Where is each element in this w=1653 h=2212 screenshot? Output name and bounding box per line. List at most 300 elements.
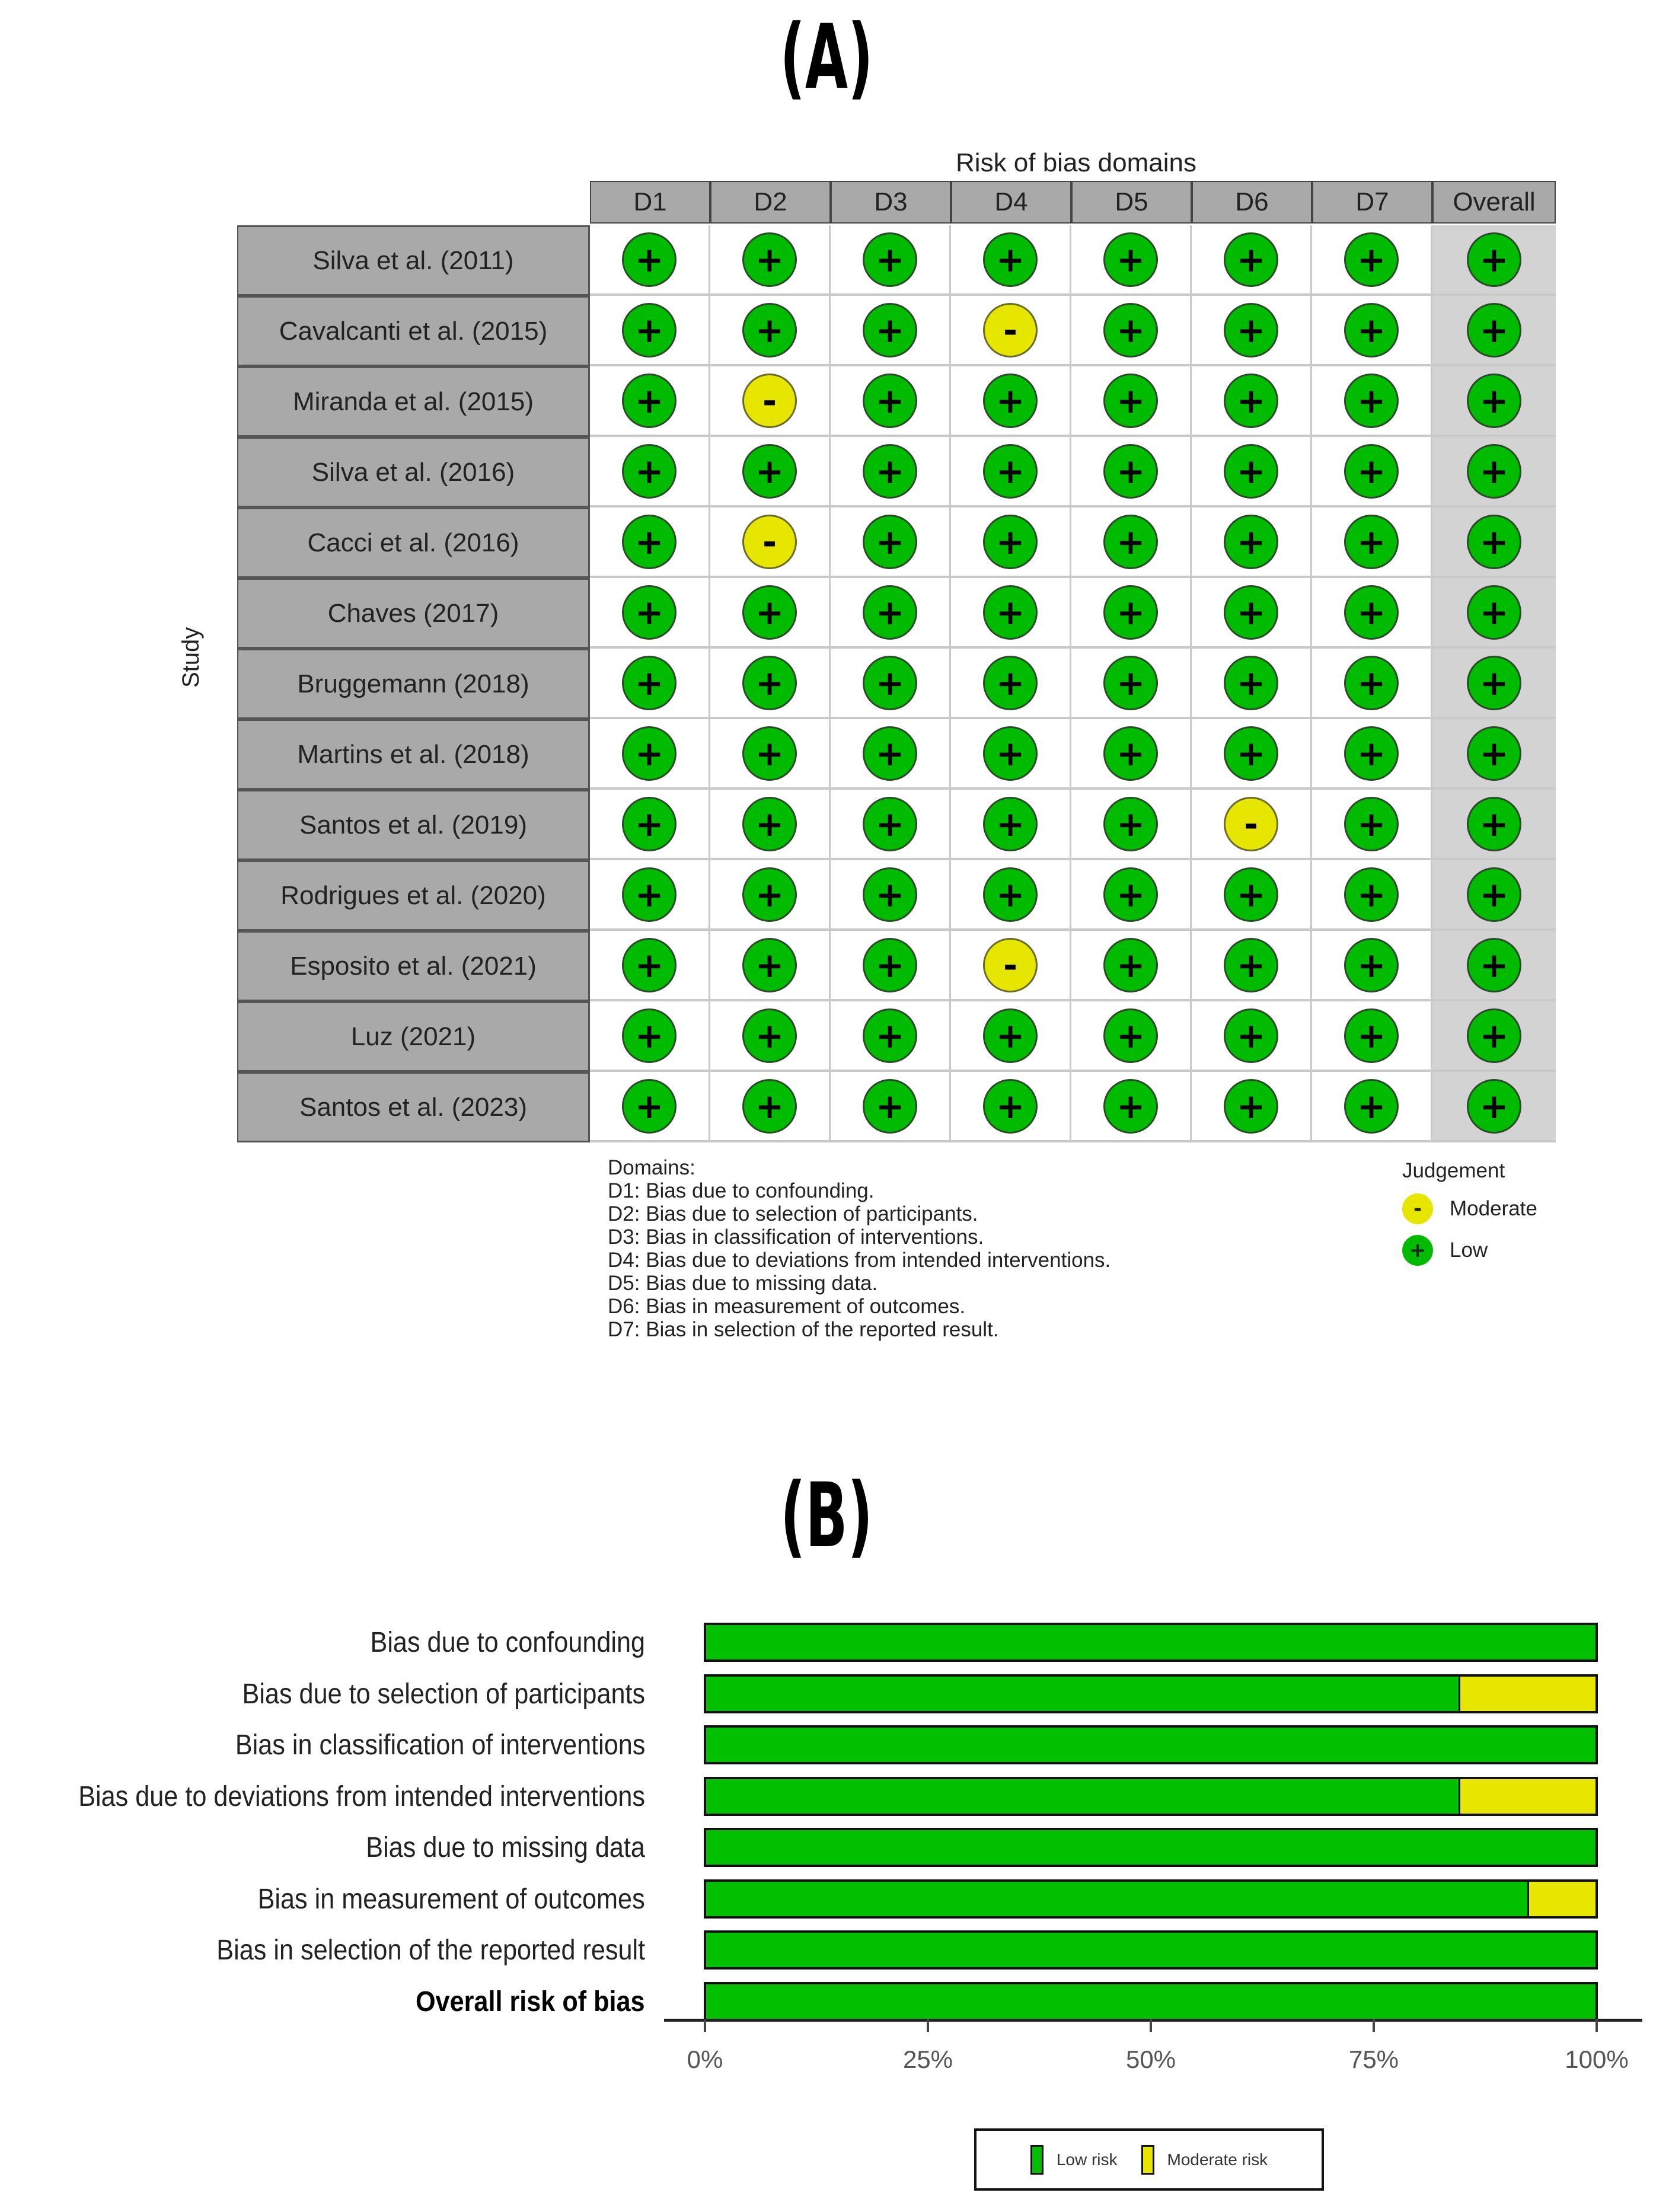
judgement-cell — [710, 931, 831, 1001]
low-risk-segment — [706, 1830, 1595, 1865]
judgement-cell — [1192, 931, 1312, 1001]
judgement-cell — [1071, 578, 1192, 649]
judgement-cell — [1071, 1001, 1192, 1072]
study-label: Luz (2021) — [237, 1001, 590, 1072]
low-risk-icon: + — [1344, 1008, 1399, 1063]
study-label: Cacci et al. (2016) — [237, 507, 590, 578]
bar-category-label: Bias due to selection of participants — [242, 1678, 645, 1710]
study-label: Chaves (2017) — [237, 578, 590, 649]
judgement-cell — [951, 649, 1071, 719]
low-risk-icon: + — [1467, 656, 1521, 710]
judgement-cell — [831, 296, 951, 366]
low-risk-segment — [706, 1677, 1459, 1711]
moderate-risk-segment — [1459, 1779, 1595, 1814]
low-risk-icon: + — [1344, 726, 1399, 781]
moderate-risk-icon: - — [983, 303, 1038, 358]
low-risk-icon: + — [742, 232, 797, 287]
low-risk-icon: + — [1224, 374, 1278, 428]
judgement-cell — [1312, 578, 1432, 649]
low-risk-icon: + — [1224, 444, 1278, 499]
x-tick — [927, 2019, 929, 2032]
judgement-cell — [1432, 931, 1556, 1001]
judgement-cell — [1192, 649, 1312, 719]
domain-definition: D6: Bias in measurement of outcomes. — [608, 1295, 966, 1318]
low-risk-icon: + — [622, 797, 676, 851]
bar-category-label: Bias due to confounding — [370, 1627, 645, 1658]
low-risk-icon: + — [1103, 1008, 1158, 1063]
judgement-cell — [1071, 366, 1192, 437]
low-risk-icon: + — [1467, 797, 1521, 851]
study-label: Rodrigues et al. (2020) — [237, 860, 590, 931]
low-risk-segment — [706, 1728, 1595, 1762]
x-axis-line — [664, 2019, 1642, 2022]
judgement-cell — [1312, 296, 1432, 366]
low-risk-icon: + — [1467, 938, 1521, 992]
legend-moderate-risk: Moderate risk — [1167, 2150, 1268, 2169]
traffic-light-grid — [237, 225, 1556, 1142]
judgement-cell — [1192, 790, 1312, 860]
low-risk-icon: + — [863, 867, 917, 922]
judgement-cell — [710, 860, 831, 931]
stacked-bar — [704, 1623, 1598, 1662]
x-tick-label: 75% — [1348, 2045, 1399, 2073]
judgement-cell — [831, 1072, 951, 1142]
low-risk-icon: + — [742, 797, 797, 851]
judgement-cell — [710, 437, 831, 507]
column-header-d7: D7 — [1312, 181, 1432, 224]
x-tick-label: 100% — [1565, 2045, 1629, 2073]
judgement-cell — [1432, 578, 1556, 649]
judgement-cell — [1432, 649, 1556, 719]
judgement-cell — [1432, 860, 1556, 931]
domain-definition: D5: Bias due to missing data. — [608, 1272, 878, 1295]
bar-row — [0, 1674, 1653, 1713]
low-risk-segment — [706, 1882, 1527, 1916]
study-label: Miranda et al. (2015) — [237, 366, 590, 437]
low-risk-icon: + — [1467, 515, 1521, 569]
judgement-cell — [1312, 507, 1432, 578]
judgement-cell — [710, 366, 831, 437]
judgement-cell — [590, 578, 710, 649]
judgement-cell — [1192, 860, 1312, 931]
judgement-cell — [710, 1001, 831, 1072]
judgement-cell — [1192, 578, 1312, 649]
study-row — [237, 225, 1556, 296]
judgement-cell — [831, 1001, 951, 1072]
judgement-cell — [590, 437, 710, 507]
domain-column-headers — [590, 181, 1556, 224]
study-label: Bruggemann (2018) — [237, 649, 590, 719]
low-risk-icon: + — [1344, 797, 1399, 851]
low-risk-icon: + — [622, 444, 676, 499]
low-risk-icon: + — [742, 585, 797, 640]
low-risk-icon: + — [1344, 515, 1399, 569]
stacked-bar — [704, 1674, 1598, 1713]
judgement-cell — [951, 296, 1071, 366]
low-risk-icon: + — [1344, 303, 1399, 358]
judgement-cell — [1192, 719, 1312, 790]
bar-chart-legend — [974, 2128, 1324, 2191]
low-risk-icon: + — [1344, 444, 1399, 499]
low-risk-icon: + — [1103, 867, 1158, 922]
low-risk-icon: + — [1103, 797, 1158, 851]
low-risk-icon: + — [1103, 585, 1158, 640]
low-risk-icon: + — [1467, 1008, 1521, 1063]
study-row — [237, 366, 1556, 437]
judgement-cell — [1192, 1001, 1312, 1072]
low-risk-icon: + — [1344, 585, 1399, 640]
panel-a-title: (A) — [780, 6, 873, 109]
column-header-d3: D3 — [831, 181, 951, 224]
low-risk-icon: + — [742, 726, 797, 781]
column-header-d1: D1 — [590, 181, 710, 224]
low-risk-icon: + — [863, 797, 917, 851]
column-header-d6: D6 — [1192, 181, 1312, 224]
low-risk-icon: + — [1344, 374, 1399, 428]
low-risk-icon: + — [1224, 585, 1278, 640]
low-risk-icon: + — [1467, 585, 1521, 640]
judgement-cell — [590, 931, 710, 1001]
moderate-risk-icon: - — [742, 515, 797, 569]
stacked-bar — [704, 1879, 1598, 1919]
low-risk-icon: + — [1467, 726, 1521, 781]
judgement-cell — [1312, 719, 1432, 790]
bar-row — [0, 1777, 1653, 1816]
low-risk-icon: + — [863, 726, 917, 781]
legend-low-risk: Low risk — [1056, 2150, 1118, 2169]
judgement-cell — [951, 1001, 1071, 1072]
x-tick — [1373, 2019, 1375, 2032]
judgement-cell — [831, 578, 951, 649]
domains-legend — [608, 1156, 1110, 1341]
study-label: Silva et al. (2011) — [237, 225, 590, 296]
bar-category-label: Bias in classification of interventions — [235, 1729, 645, 1761]
low-risk-icon: + — [1103, 444, 1158, 499]
domain-definition: D1: Bias due to confounding. — [608, 1179, 875, 1202]
judgement-cell — [1071, 507, 1192, 578]
judgement-cell — [1312, 790, 1432, 860]
judgement-cell — [1432, 790, 1556, 860]
judgement-cell — [710, 790, 831, 860]
low-risk-icon: + — [1344, 232, 1399, 287]
bar-row — [0, 1828, 1653, 1867]
study-label: Martins et al. (2018) — [237, 719, 590, 790]
low-risk-icon: + — [1103, 374, 1158, 428]
moderate-risk-icon: - — [983, 938, 1038, 992]
low-risk-icon: + — [1467, 867, 1521, 922]
judgement-cell — [590, 1072, 710, 1142]
judgement-cell — [951, 790, 1071, 860]
judgement-cell — [951, 437, 1071, 507]
low-risk-icon: + — [983, 656, 1038, 710]
low-risk-icon: + — [983, 726, 1038, 781]
judgement-cell — [1192, 507, 1312, 578]
low-risk-icon: + — [983, 444, 1038, 499]
judgement-cell — [710, 719, 831, 790]
judgement-cell — [1432, 719, 1556, 790]
low-risk-icon: + — [622, 374, 676, 428]
x-tick — [704, 2019, 706, 2032]
low-risk-icon: + — [1224, 303, 1278, 358]
judgement-legend — [1402, 1159, 1537, 1266]
judgement-cell — [831, 366, 951, 437]
study-row — [237, 931, 1556, 1001]
low-risk-icon: + — [622, 867, 676, 922]
judgement-cell — [951, 225, 1071, 296]
judgement-legend-title: Judgement — [1402, 1159, 1505, 1182]
bar-category-label: Bias due to missing data — [366, 1832, 645, 1863]
low-risk-icon: + — [622, 585, 676, 640]
low-risk-icon: + — [1224, 656, 1278, 710]
low-risk-icon: + — [983, 374, 1038, 428]
judgement-cell — [710, 578, 831, 649]
study-label: Santos et al. (2019) — [237, 790, 590, 860]
study-row — [237, 296, 1556, 366]
judgement-cell — [590, 507, 710, 578]
study-label: Cavalcanti et al. (2015) — [237, 296, 590, 366]
study-row — [237, 1072, 1556, 1142]
judgement-cell — [710, 225, 831, 296]
moderate-risk-segment — [1459, 1677, 1595, 1711]
low-risk-icon: + — [1224, 867, 1278, 922]
low-risk-icon: + — [1467, 374, 1521, 428]
judgement-cell — [1071, 860, 1192, 931]
bar-row — [0, 1982, 1653, 2021]
low-risk-segment — [706, 1625, 1595, 1659]
judgement-cell — [590, 719, 710, 790]
judgement-cell — [951, 366, 1071, 437]
low-risk-icon: + — [742, 867, 797, 922]
low-risk-icon: + — [622, 232, 676, 287]
judgement-cell — [1312, 860, 1432, 931]
judgement-cell — [1192, 366, 1312, 437]
low-risk-icon: + — [622, 938, 676, 992]
judgement-cell — [1432, 1001, 1556, 1072]
judgement-cell — [710, 649, 831, 719]
low-risk-icon: + — [622, 1079, 676, 1134]
x-tick — [1595, 2019, 1598, 2032]
judgement-cell — [590, 860, 710, 931]
judgement-cell — [1192, 1072, 1312, 1142]
study-row — [237, 649, 1556, 719]
judgement-cell — [590, 790, 710, 860]
legend-label-moderate: Moderate — [1450, 1197, 1537, 1220]
moderate-risk-icon: - — [742, 374, 797, 428]
bar-row — [0, 1623, 1653, 1662]
judgement-cell — [1192, 437, 1312, 507]
stacked-bar — [704, 1982, 1598, 2021]
low-risk-icon: + — [742, 1079, 797, 1134]
bar-row — [0, 1879, 1653, 1919]
column-header-overall: Overall — [1432, 181, 1556, 224]
judgement-cell — [590, 1001, 710, 1072]
stacked-bar — [704, 1828, 1598, 1867]
legend-label-low: Low — [1450, 1239, 1488, 1262]
study-row — [237, 437, 1556, 507]
study-axis-label: Study — [178, 627, 204, 688]
low-risk-icon: + — [983, 232, 1038, 287]
judgement-cell — [1432, 1072, 1556, 1142]
moderate-risk-icon: - — [1224, 797, 1278, 851]
moderate-risk-swatch-icon — [1141, 2145, 1154, 2175]
low-risk-icon: + — [1344, 867, 1399, 922]
low-risk-icon: + — [1344, 938, 1399, 992]
judgement-cell — [951, 931, 1071, 1001]
judgement-cell — [590, 649, 710, 719]
legend-item-moderate — [1402, 1193, 1537, 1224]
judgement-cell — [1071, 1072, 1192, 1142]
study-row — [237, 1001, 1556, 1072]
domain-definition: D3: Bias in classification of interventions. — [608, 1225, 984, 1249]
judgement-cell — [590, 296, 710, 366]
low-risk-icon: + — [1103, 656, 1158, 710]
low-risk-icon: + — [742, 656, 797, 710]
low-risk-icon: + — [863, 1008, 917, 1063]
study-row — [237, 507, 1556, 578]
panel-b-title: (B) — [780, 1464, 873, 1568]
judgement-cell — [1312, 649, 1432, 719]
low-risk-icon: + — [742, 938, 797, 992]
judgement-cell — [1071, 790, 1192, 860]
column-header-d4: D4 — [951, 181, 1071, 224]
low-risk-icon: + — [983, 585, 1038, 640]
judgement-cell — [1071, 931, 1192, 1001]
low-risk-segment — [706, 1984, 1595, 2019]
judgement-cell — [951, 860, 1071, 931]
judgement-cell — [1432, 507, 1556, 578]
study-label: Esposito et al. (2021) — [237, 931, 590, 1001]
low-risk-icon: + — [742, 444, 797, 499]
judgement-cell — [1432, 366, 1556, 437]
bar-category-label: Bias in selection of the reported result — [216, 1935, 645, 1966]
low-risk-segment — [706, 1933, 1595, 1967]
bar-category-label: Bias due to deviations from intended interventions — [78, 1780, 645, 1812]
x-tick-label: 50% — [1125, 2045, 1176, 2073]
low-risk-segment — [706, 1779, 1459, 1814]
judgement-cell — [831, 437, 951, 507]
judgement-cell — [710, 1072, 831, 1142]
judgement-cell — [831, 225, 951, 296]
judgement-cell — [951, 1072, 1071, 1142]
low-risk-icon: + — [983, 1008, 1038, 1063]
judgement-cell — [831, 507, 951, 578]
bar-category-label: Overall risk of bias — [416, 1986, 645, 2018]
judgement-cell — [1312, 931, 1432, 1001]
stacked-bar — [704, 1930, 1598, 1970]
low-risk-icon: + — [863, 938, 917, 992]
judgement-cell — [1312, 437, 1432, 507]
low-risk-icon: + — [1467, 303, 1521, 358]
study-row — [237, 790, 1556, 860]
low-risk-icon: + — [863, 585, 917, 640]
domain-definition: D4: Bias due to deviations from intended interventions. — [608, 1249, 1111, 1272]
judgement-cell — [1432, 225, 1556, 296]
judgement-cell — [831, 931, 951, 1001]
bar-row — [0, 1930, 1653, 1970]
low-risk-icon: + — [863, 515, 917, 569]
low-risk-icon: + — [1467, 444, 1521, 499]
low-risk-icon: + — [1224, 1008, 1278, 1063]
low-risk-icon: + — [1224, 1079, 1278, 1134]
low-risk-icon: + — [863, 1079, 917, 1134]
low-risk-icon: + — [983, 797, 1038, 851]
judgement-cell — [1432, 437, 1556, 507]
moderate-risk-segment — [1527, 1882, 1596, 1916]
low-risk-icon: + — [622, 515, 676, 569]
legend-item-low — [1402, 1235, 1537, 1266]
low-risk-icon: + — [983, 1079, 1038, 1134]
judgement-cell — [1071, 437, 1192, 507]
study-label: Silva et al. (2016) — [237, 437, 590, 507]
study-row — [237, 578, 1556, 649]
judgement-cell — [1312, 1072, 1432, 1142]
column-header-d5: D5 — [1071, 181, 1192, 224]
judgement-cell — [1312, 366, 1432, 437]
stacked-bar — [704, 1777, 1598, 1816]
low-risk-icon: + — [742, 303, 797, 358]
judgement-cell — [710, 296, 831, 366]
low-risk-icon: + — [1467, 1079, 1521, 1134]
low-dot-icon: + — [1402, 1235, 1433, 1266]
domain-definition: D2: Bias due to selection of participants. — [608, 1202, 978, 1225]
low-risk-icon: + — [622, 303, 676, 358]
judgement-cell — [590, 366, 710, 437]
judgement-cell — [831, 790, 951, 860]
column-header-d2: D2 — [710, 181, 831, 224]
study-row — [237, 860, 1556, 931]
low-risk-icon: + — [1224, 515, 1278, 569]
bar-row — [0, 1725, 1653, 1764]
judgement-cell — [1312, 225, 1432, 296]
judgement-cell — [710, 507, 831, 578]
judgement-cell — [1071, 296, 1192, 366]
low-risk-icon: + — [863, 444, 917, 499]
low-risk-icon: + — [1103, 515, 1158, 569]
low-risk-icon: + — [1103, 232, 1158, 287]
judgement-cell — [951, 719, 1071, 790]
bar-category-label: Bias in measurement of outcomes — [257, 1883, 645, 1915]
judgement-cell — [831, 719, 951, 790]
study-row — [237, 719, 1556, 790]
low-risk-icon: + — [863, 656, 917, 710]
low-risk-icon: + — [1224, 938, 1278, 992]
judgement-cell — [590, 225, 710, 296]
low-risk-icon: + — [1467, 232, 1521, 287]
judgement-cell — [1312, 1001, 1432, 1072]
judgement-cell — [1192, 296, 1312, 366]
x-tick-label: 25% — [902, 2045, 953, 2073]
judgement-cell — [831, 649, 951, 719]
judgement-cell — [951, 578, 1071, 649]
moderate-dot-icon: - — [1402, 1193, 1433, 1224]
low-risk-icon: + — [863, 232, 917, 287]
low-risk-icon: + — [742, 1008, 797, 1063]
risk-of-bias-domains-title: Risk of bias domains — [956, 148, 1196, 177]
low-risk-icon: + — [622, 726, 676, 781]
low-risk-icon: + — [1224, 232, 1278, 287]
low-risk-icon: + — [983, 515, 1038, 569]
domains-heading: Domains: — [608, 1156, 695, 1179]
domain-definition: D7: Bias in selection of the reported result. — [608, 1318, 999, 1341]
judgement-cell — [1071, 719, 1192, 790]
judgement-cell — [1071, 225, 1192, 296]
judgement-cell — [951, 507, 1071, 578]
low-risk-icon: + — [1103, 303, 1158, 358]
judgement-cell — [1192, 225, 1312, 296]
low-risk-icon: + — [1103, 938, 1158, 992]
judgement-cell — [1071, 649, 1192, 719]
low-risk-icon: + — [1344, 1079, 1399, 1134]
